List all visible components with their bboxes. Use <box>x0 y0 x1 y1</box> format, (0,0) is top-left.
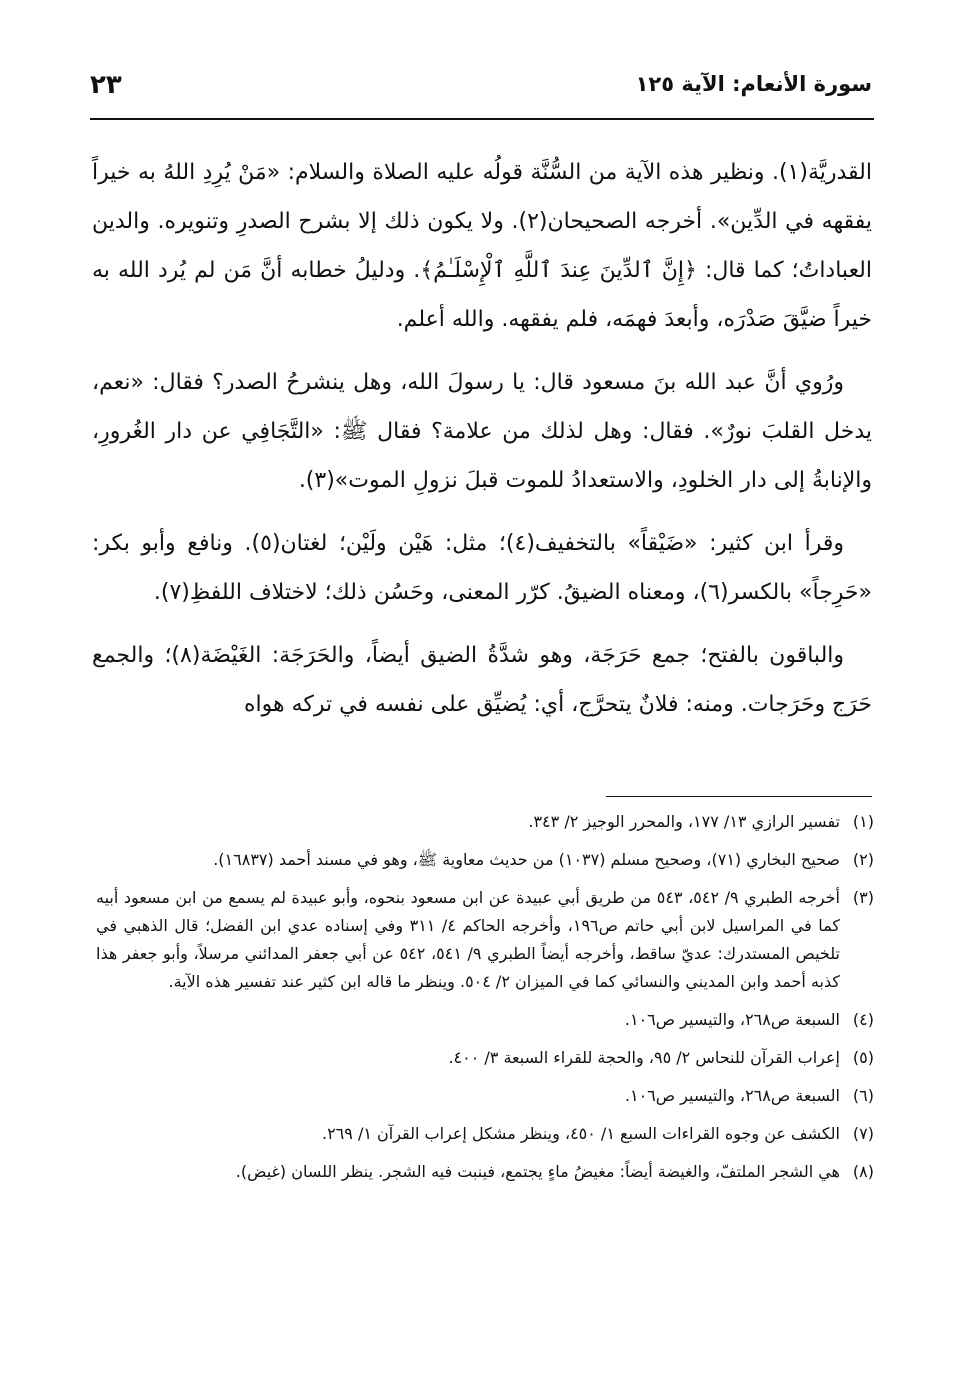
footnote-number: (٤) <box>852 1010 874 1029</box>
paragraph: والباقون بالفتح؛ جمع حَرَجَة، وهو شدَّةُ الضيق أيضاً، والحَرَجَة: الغَيْضَة(٨)؛ والجمع حَرَج وحَرَجات. ومنه: فلانٌ يتحرَّج، أي: يُضيِّق على نفسه في تركه هواه <box>92 643 872 717</box>
footnote <box>96 1044 874 1072</box>
page-number: ٢٣ <box>90 70 122 100</box>
header-title: سورة الأنعام: الآية ١٢٥ <box>635 72 872 96</box>
footnote-text: السبعة ص٢٦٨، والتيسير ص١٠٦. <box>624 1086 840 1105</box>
footnote <box>96 1082 874 1110</box>
footnote <box>96 1006 874 1034</box>
footnotes <box>96 808 874 1196</box>
footnote-text: إعراب القرآن للنحاس ٢/ ٩٥، والحجة للقراء السبعة ٣/ ٤٠٠. <box>448 1048 840 1067</box>
footnote-text: تفسير الرازي ١٣/ ١٧٧، والمحرر الوجيز ٢/ ٣٤٣. <box>528 812 840 831</box>
footnote-text: هي الشجر الملتفّ، والغيضة أيضاً: مغيضُ ماءٍ يجتمع، فينبت فيه الشجر. ينظر اللسان (غيض). <box>235 1162 840 1181</box>
footnote-text: أخرجه الطبري ٩/ ٥٤٢، ٥٤٣ من طريق أبي عبيدة عن ابن مسعود بنحوه، وأبو عبيدة لم يسمع من ابن مسعود أبيه كما في المراسيل لابن أبي حاتم ص١٩٦، وأخرجه الحاكم ٤/ ٣١١ وفي إسناده عدي ابن الفضل؛ قال الذهبي في تلخيص المستدرك: عديّ ساقط، وأخرجه أيضاً الطبري ٩/ ٥٤١، ٥٤٢ عن أبي جعفر المدائني مرسلاً، وأبو جعفر هذا كذبه أحمد وابن المديني والنسائي كما في الميزان ٢/ ٥٠٤. وينظر ما قاله ابن كثير عند تفسير هذه الآية. <box>96 888 841 991</box>
footnote <box>96 1120 874 1148</box>
running-header <box>90 70 872 118</box>
footnote <box>96 1158 874 1186</box>
footnote-separator <box>606 796 872 797</box>
paragraph: وقرأ ابن كثير: «ضَيْقاً» بالتخفيف(٤)؛ مثل: هَيْن ولَيْن؛ لغتان(٥). ونافع وأبو بكر: «حَرِجاً» بالكسر(٦)، ومعناه الضيقُ. كرّر المعنى، وحَسُن ذلك؛ لاختلاف اللفظِ(٧). <box>92 531 872 605</box>
footnote <box>96 808 874 836</box>
footnote-text: السبعة ص٢٦٨، والتيسير ص١٠٦. <box>624 1010 840 1029</box>
footnote-number: (٢) <box>852 850 874 869</box>
footnote-number: (٨) <box>852 1162 874 1181</box>
footnote-number: (٧) <box>852 1124 874 1143</box>
header-rule <box>90 118 874 120</box>
paragraph: القدريَّة(١). ونظير هذه الآية من السُّنَّة قولُه عليه الصلاة والسلام: «مَنْ يُرِدِ اللهُ به خيراً يفقهه في الدِّين». أخرجه الصحيحان(٢). ولا يكون ذلك إلا بشرح الصدرِ وتنويره. والدين العباداتُ؛ كما قال: ﴿إِنَّ ٱلدِّينَ عِندَ ٱللَّهِ ٱلْإِسْلَـٰمُ﴾. ودليلُ خطابه أنَّ مَن لم يُرد الله به خيراً ضيَّقَ صَدْرَه، وأبعدَ فهمَه، فلم يفقهه. والله أعلم. <box>92 160 873 332</box>
main-text <box>92 148 872 743</box>
footnote-number: (٣) <box>852 888 874 907</box>
footnote-text: الكشف عن وجوه القراءات السبع ١/ ٤٥٠، وينظر مشكل إعراب القرآن ١/ ٢٦٩. <box>321 1124 840 1143</box>
footnote-number: (٥) <box>852 1048 874 1067</box>
footnote <box>96 884 874 996</box>
paragraph: ورُوي أنَّ عبد الله بنَ مسعود قال: يا رسولَ الله، وهل ينشرحُ الصدر؟ فقال: «نعم، يدخل القلبَ نورٌ». فقال: وهل لذلك من علامة؟ فقال ﷺ: «التَّجَافِي عن دار الغُرورِ، والإنابةُ إلى دار الخلودِ، والاستعدادُ للموت قبلَ نزولِ الموت»(٣). <box>92 370 872 493</box>
footnote-number: (٦) <box>852 1086 874 1105</box>
footnote-number: (١) <box>852 812 874 831</box>
footnote-text: صحيح البخاري (٧١)، وصحيح مسلم (١٠٣٧) من حديث معاوية ﷺ، وهو في مسند أحمد (١٦٨٣٧). <box>213 850 840 869</box>
footnote <box>96 846 874 874</box>
